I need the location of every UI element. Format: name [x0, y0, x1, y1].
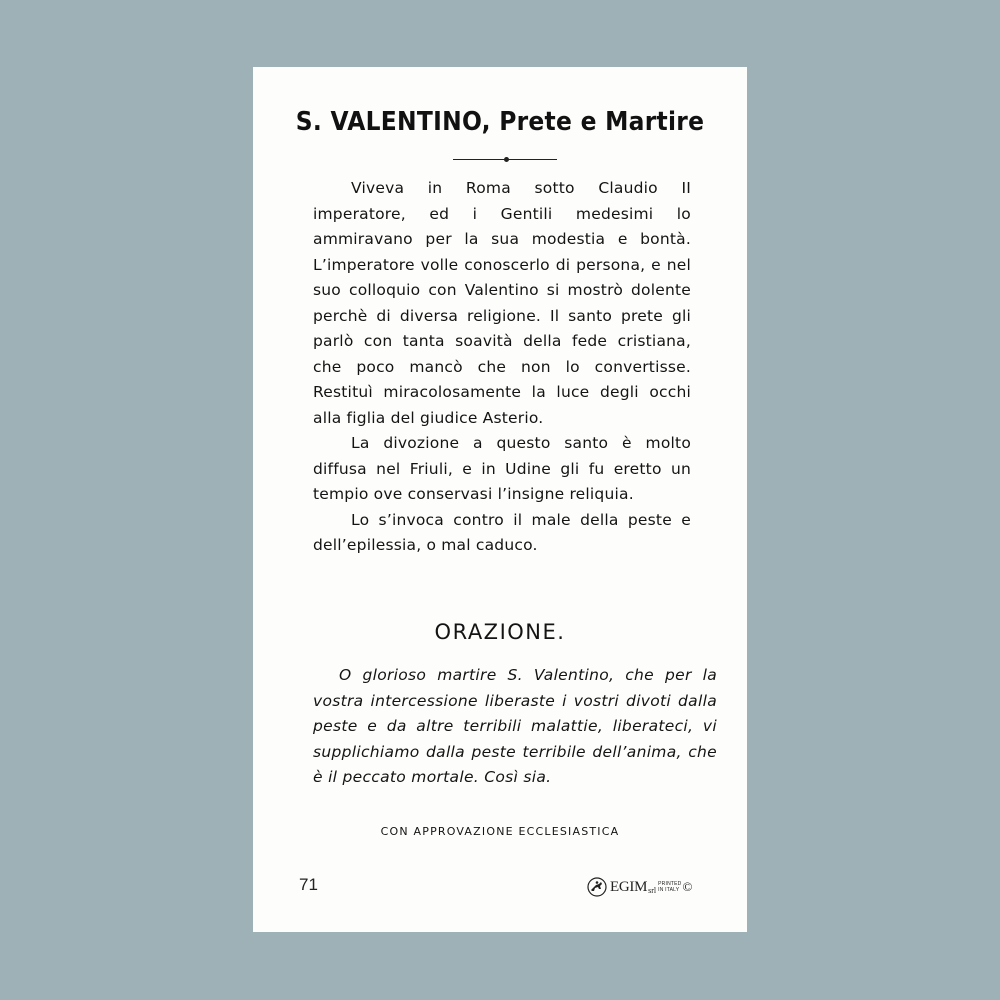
holy-card	[253, 67, 747, 932]
biography-paragraph: Viveva in Roma sotto Claudio II imperatore, ed i Gentili medesimi lo ammiravano per la sua modestia e bontà. L’imperatore volle conoscerlo di persona, e nel suo colloquio con Valentino si mostrò dolente perchè di diversa religione. Il santo prete gli parlò con tanta soavità della fede cristiana, che poco mancò che non lo convertisse. Restituì miracolosamente la luce degli occhi alla figlia del giudice Asterio.	[313, 179, 691, 427]
printed-line: PRINTED	[658, 881, 682, 887]
prayer-text: O glorioso martire S. Valentino, che per la vostra intercessione liberaste i vostri divoti dalla peste e da altre terribili malattie, liberateci, vi supplichiamo dalla peste terribile dell’anima, che è il peccato mortale. Così sia.	[313, 666, 717, 787]
printed-line: IN ITALY	[658, 887, 680, 893]
biography-text	[313, 176, 691, 559]
biography-paragraph: Lo s’invoca contro il male della peste e dell’epilessia, o mal caduco.	[313, 510, 691, 554]
ecclesiastical-approval: CON APPROVAZIONE ECCLESIASTICA	[380, 825, 620, 838]
prayer-heading: ORAZIONE.	[434, 620, 566, 644]
horse-rider-icon	[587, 877, 607, 897]
publisher-suffix: srl	[648, 886, 657, 895]
title-divider-dot	[504, 157, 509, 162]
copyright-symbol: ©	[682, 879, 693, 894]
publisher-mark	[587, 877, 692, 897]
biography-paragraph: La divozione a questo santo è molto diffusa nel Friuli, e in Udine gli fu eretto un tempio ove conservasi l’insigne reliquia.	[313, 434, 691, 503]
printed-in-italy	[658, 881, 681, 893]
publisher-name: EGIM	[610, 878, 648, 895]
card-title: S. VALENTINO, Prete e Martire	[295, 107, 705, 137]
card-number: 71	[299, 875, 318, 894]
